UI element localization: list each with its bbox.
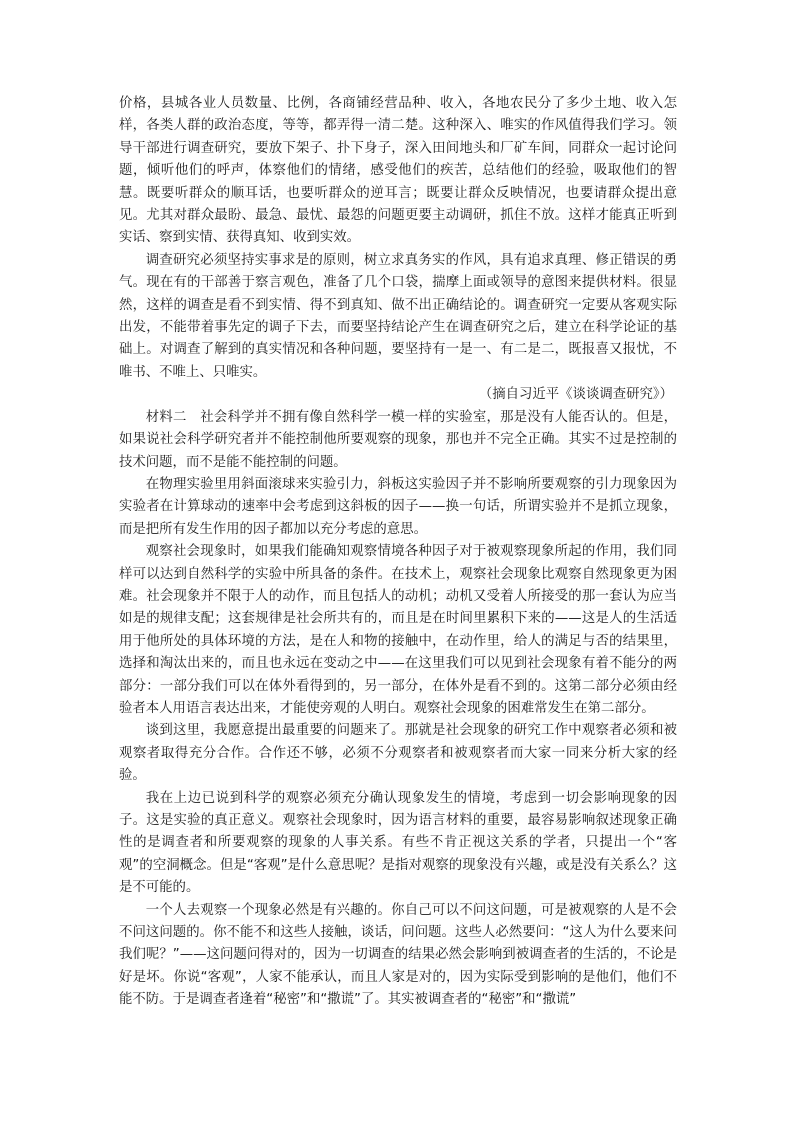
paragraph-material-one-1: 价格，县城各业人员数量、比例，各商铺经营品种、收入，各地农民分了多少土地、收入怎样，各类人群的政治态度，等等，都弄得一清二楚。这种深入、唯实的作风值得我们学习。领导干部进行调查研究，要放下架子、扑下身子，深入田间地头和厂矿车间，同群众一起讨论问题，倾听他们的呼声，体察他们的情绪，感受他们的疾苦，总结他们的经验，吸取他们的智慧。既要听群众的顺耳话，也要听群众的逆耳言；既要让群众反映情况，也要请群众提出意见。尤其对群众最盼、最急、最忧、最怨的问题更要主动调研，抓住不放。这样才能真正听到实话、察到实情、获得真知、收到实效。: [119, 96, 677, 246]
paragraph-material-two-3: 观察社会现象时，如果我们能确知观察情境各种因子对于被观察现象所起的作用，我们同样可以达到自然科学的实验中所具备的条件。在技术上，观察社会现象比观察自然现象更为困难。社会现象并不限于人的动作，而且包括人的动机；动机又受着人所接受的那一套认为应当如是的规律支配；这套规律是社会所共有的，而且是在时间里累积下来的——这是人的生活适用于他所处的具体环境的方法，是在人和物的接触中，在动作里，给人的满足与否的结果里，选择和淘汰出来的，而且也永远在变动之中——在这里我们可以见到社会现象有着不能分的两部分：一部分我们可以在体外看得到的，另一部分，在体外是看不到的。这第二部分必须由经验者本人用语言表达出来，才能使旁观的人明白。观察社会现象的困难常发生在第二部分。: [119, 544, 677, 716]
paragraph-material-two-2: 在物理实验里用斜面滚球来实验引力，斜板这实验因子并不影响所要观察的引力现象因为实验者在计算球动的速率中会考虑到这斜板的因子——换一句话，所谓实验并不是抓立现象，而是把所有发生作用的因子都加以充分考虑的意思。: [119, 476, 677, 537]
paragraph-material-two-6: 一个人去观察一个现象必然是有兴趣的。你自己可以不问这问题，可是被观察的人是不会不问这问题的。你不能不和这些人接触，谈话，问问题。这些人必然要问：“这人为什么要来问我们呢？”——这问题问得对的，因为一切调查的结果必然会影响到被调查者的生活的，不论是好是坏。你说“客观”，人家不能承认，而且人家是对的，因为实际受到影响的是他们，他们不能不防。于是调查者逢着“秘密”和“撒谎”了。其实被调查者的“秘密”和“撒谎”: [119, 902, 677, 1008]
document-page: [119, 93, 677, 1012]
source-citation: （摘自习近平《谈谈调查研究》）: [478, 387, 673, 403]
paragraph-material-two-4: 谈到这里，我愿意提出最重要的问题来了。那就是社会现象的研究工作中观察者必须和被观察者取得充分合作。合作还不够，必须不分观察者和被观察者而大家一同来分析大家的经验。: [119, 723, 677, 784]
paragraph-material-two-5: 我在上边已说到科学的观察必须充分确认现象发生的情境，考虑到一切会影响现象的因子。这是实验的真正意义。观察社会现象时，因为语言材料的重要，最容易影响叙述现象正确性的是调查者和所要观察的现象的人事关系。有些不肯正视这关系的学者，只提出一个“客观”的空洞概念。但是“客观”是什么意思呢？是指对观察的现象没有兴趣，或是没有关系么？这是不可能的。: [119, 790, 677, 896]
paragraph-material-one-2: 调查研究必须坚持实事求是的原则，树立求真务实的作风，具有追求真理、修正错误的勇气。现在有的干部善于察言观色，准备了几个口袋，揣摩上面或领导的意图来提供材料。很显然，这样的调查是看不到实情、得不到真知、做不出正确结论的。调查研究一定要从客观实际出发，不能带着事先定的调子下去，而要坚持结论产生在调查研究之后，建立在科学论证的基础上。对调查了解到的真实情况和各种问题，要坚持有一是一、有二是二，既报喜又报忧，不唯书、不唯上、只唯实。: [119, 252, 677, 380]
paragraph-material-two-1: 材料二 社会科学并不拥有像自然科学一模一样的实验室，那是没有人能否认的。但是，如果说社会科学研究者并不能控制他所要观察的现象，那也并不完全正确。其实不过是控制的技术问题，而不是能不能控制的问题。: [119, 409, 677, 470]
